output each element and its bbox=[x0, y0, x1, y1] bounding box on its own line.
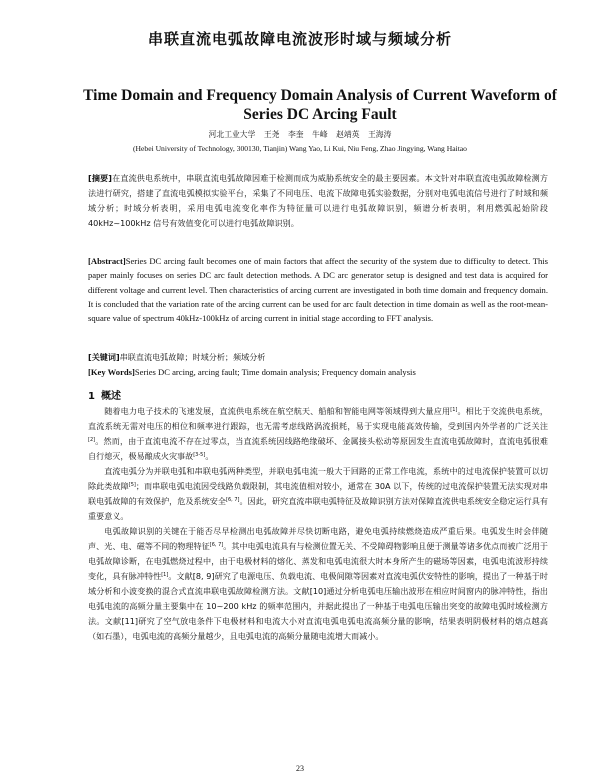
paragraph-text: 。然而，由于直流电流不存在过零点，当直流系统因线路绝缘破坏、金属接头松动等原因发生直流电弧故障时，直流电弧很难自行熄灭，极易酿成火灾事故 bbox=[88, 436, 548, 461]
keywords-chinese-label: [关键词] bbox=[88, 352, 120, 362]
author-name: 王尧 bbox=[263, 130, 280, 139]
citation: [5] bbox=[128, 482, 136, 488]
paragraph-text: 。文献[8, 9]研究了电源电压、负载电流、电极间隙等因素对直流电弧伏安特性的影响，提出了一种基于时域分析和小波变换的混合式直流串联电弧故障检测方法。文献[10]通过分析电弧电压输出波形在相应时间窗内的脉冲特性，指出电弧电流的高频分量主要集中在 10~200 kHz 的频率范围内，并据此提出了一种基于电弧电压输出突变的故障电弧时域检测方法。文献[11]研究了空气放电条件下电极材料和电流大小对直流电弧电弧电流高频分量的影响，结果表明阴极材料的熔点越高（如石墨），电弧电流的高频分量越少，且电弧电流的高频分量随电流增大而减小。 bbox=[88, 571, 548, 641]
citation: [6, 7] bbox=[226, 497, 240, 503]
paragraph-text: 。其中电弧电流具有与检测位置无关、不受障碍物影响且便于测量等诸多优点而被广泛用于电弧故障诊断，在电弧燃烧过程中，由于电极材料的熔化、蒸发和电弧电流很大时本身所产生的磁场等因素，电弧电流波形持续变化，具有脉冲特性 bbox=[88, 541, 548, 581]
keywords-chinese bbox=[88, 350, 548, 365]
section-number: 1 bbox=[88, 391, 95, 402]
author-name: 李奎 bbox=[287, 130, 304, 139]
author-name: 赵靖英 bbox=[336, 130, 360, 139]
abstract-english bbox=[88, 254, 548, 325]
abstract-chinese-text: 在直流供电系统中，串联直流电弧故障因难于检测而成为威胁系统安全的最主要因素。本文针对串联直流电弧故障检测方法进行研究，搭建了直流电弧模拟实验平台，采集了不同电压、电流下故障电弧实验数据，分别对电弧电流信号进行了时域和频域分析；时域分析表明，采用电弧电流变化率作为特征量可以进行电弧故障识别，频谱分析表明，利用燃弧起始阶段 40kHz~100kHz 信号有效值变化可以进行电弧故障识别。 bbox=[88, 173, 548, 228]
page-number: 23 bbox=[296, 764, 304, 773]
paragraph-text: 电弧故障识别的关键在于能否尽早检测出电弧故障并尽快切断电路，避免电弧持续燃烧造成严重后果。电弧发生时会伴随声、光、电、磁等不同的物理特征 bbox=[88, 526, 548, 551]
section-heading bbox=[88, 387, 121, 402]
abstract-english-label: [Abstract] bbox=[88, 256, 126, 266]
authors-english: (Hebei University of Technology, 300130, Tianjin) Wang Yao, Li Kui, Niu Feng, Zhao Jingying, Wang Haitao bbox=[133, 144, 467, 153]
paragraph-text: 。相比于交流供电系统，直流系统无需对电压的相位和频率进行跟踪，也无需考虑线路涡流损耗，易于实现电能高效传输，受到国内外学者的广泛关注 bbox=[88, 406, 548, 431]
abstract-chinese-label: [摘要] bbox=[88, 173, 112, 183]
keywords-english-label: [Key Words] bbox=[88, 367, 135, 377]
citation: [6, 7] bbox=[209, 542, 224, 548]
paragraph-text: ；而串联电弧电流因受线路负载限制，其电流值相对较小，通常在 30A 以下，传统的过电流保护装置无法实现对串联电弧故障的有效保护，危及系统安全 bbox=[88, 481, 548, 506]
keywords-english bbox=[88, 365, 548, 379]
section-title: 概述 bbox=[100, 391, 121, 402]
paragraph bbox=[88, 524, 548, 644]
abstract-chinese bbox=[88, 171, 548, 231]
paragraph-text: 。 bbox=[205, 451, 214, 461]
affiliation-chinese: 河北工业大学 bbox=[208, 130, 256, 139]
citation: [3-5] bbox=[193, 452, 206, 458]
paragraph bbox=[88, 464, 548, 524]
paragraph-text: 随着电力电子技术的飞速发展，直流供电系统在航空航天、船舶和智能电网等领域得到大量应用 bbox=[104, 406, 451, 416]
paragraph-text: 。因此，研究直流串联电弧特征及故障识别方法对保障直流供电系统安全稳定运行具有重要意义。 bbox=[88, 496, 548, 521]
citation: [1] bbox=[161, 572, 169, 578]
title-english: Time Domain and Frequency Domain Analysis of Current Waveform of Series DC Arcing Fault bbox=[83, 87, 557, 123]
citation: [2] bbox=[88, 437, 96, 443]
title-chinese: 串联直流电弧故障电流波形时域与频域分析 bbox=[147, 30, 452, 48]
authors-chinese bbox=[0, 129, 600, 140]
author-name: 王海涛 bbox=[367, 130, 392, 139]
abstract-english-text: Series DC arcing fault becomes one of main factors that affect the security of the system due to difficulty to detect. This paper mainly focuses on series DC arc fault detection methods. A DC arc generator setup is designed and test data is acquired for different voltage and current level. Then characteristics of arcing current are investigated in both time domain and frequency domain. It is concluded that the variation rate of the arcing current can be used for arc fault detection in time domain as well as the root-mean-square value of spectrum 40kHz-100kHz of arcing current in initial stage according to FFT analysis. bbox=[88, 256, 548, 324]
body-text bbox=[88, 404, 548, 644]
keywords-chinese-text: 串联直流电弧故障；时域分析；频域分析 bbox=[119, 352, 266, 362]
author-name: 牛峰 bbox=[312, 130, 328, 139]
keywords-english-text: Series DC arcing, arcing fault; Time domain analysis; Frequency domain analysis bbox=[134, 367, 416, 377]
paragraph bbox=[88, 404, 548, 464]
citation: [1] bbox=[450, 407, 458, 413]
paragraph-text: 直流电弧分为并联电弧和串联电弧两种类型，并联电弧电流一般大于回路的正常工作电流，系统中的过电流保护装置可以切除此类故障 bbox=[88, 466, 548, 491]
